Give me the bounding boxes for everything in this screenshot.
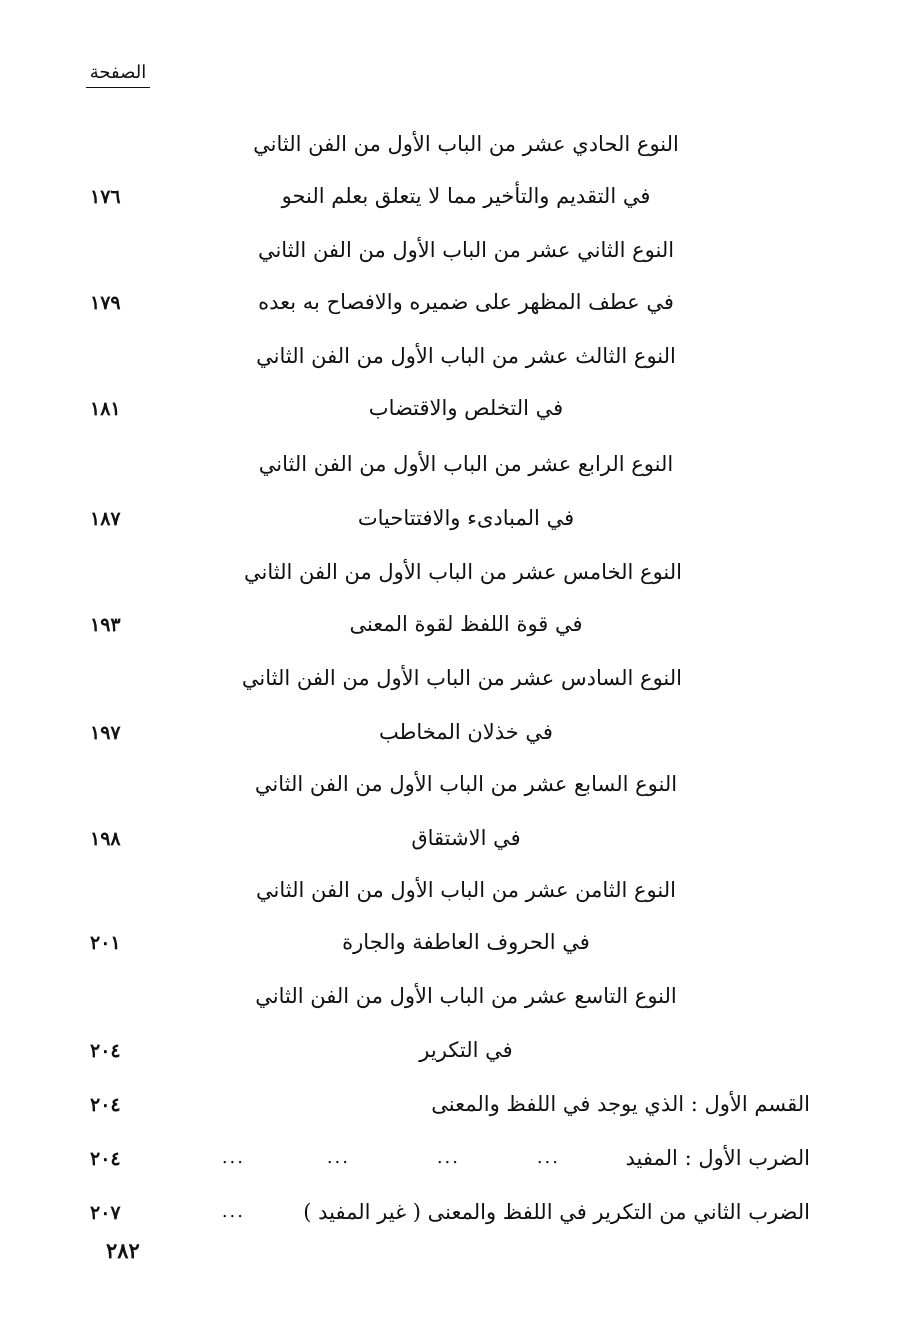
toc-entry-subtitle	[90, 704, 810, 750]
toc-entry-subtitle	[90, 380, 810, 426]
section-page-number: ٢٠٤	[90, 1148, 121, 1170]
leader-dots: ...	[536, 1147, 560, 1168]
entry-title: النوع الرابع عشر من الباب الأول من الفن الثاني	[258, 452, 674, 476]
toc-entry-subtitle	[90, 168, 810, 214]
section-page-number: ٢٠٤	[90, 1094, 121, 1116]
footer-page-number: ٢٨٢	[106, 1238, 140, 1263]
toc-entry-title	[90, 756, 810, 802]
entry-subtitle: في الحروف العاطفة والجارة	[342, 930, 590, 954]
toc-entry-subtitle	[90, 1022, 810, 1068]
entry-page-number: ١٨١	[90, 398, 121, 420]
leader-dots: ...	[221, 1147, 245, 1168]
toc-entry-title	[90, 862, 810, 908]
entry-subtitle: في التخلص والاقتضاب	[368, 396, 564, 420]
toc-entry-title	[90, 328, 810, 374]
leader-dots: ...	[436, 1147, 460, 1168]
entry-subtitle: في خذلان المخاطب	[379, 720, 553, 744]
entry-title: النوع الثالث عشر من الباب الأول من الفن الثاني	[256, 344, 676, 368]
entry-title: النوع الثاني عشر من الباب الأول من الفن الثاني	[257, 238, 675, 262]
entry-page-number: ١٩٧	[90, 722, 121, 744]
entry-page-number: ١٧٦	[90, 186, 121, 208]
entry-subtitle: في الاشتقاق	[411, 826, 521, 850]
toc-entry-subtitle	[90, 596, 810, 642]
toc-entry-subtitle	[90, 490, 810, 536]
section-text: الضرب الأول : المفيد	[625, 1146, 810, 1170]
entry-title: النوع التاسع عشر من الباب الأول من الفن الثاني	[255, 984, 677, 1008]
entry-title: النوع الحادي عشر من الباب الأول من الفن الثاني	[253, 132, 679, 156]
leader-dots: ...	[326, 1147, 350, 1168]
entry-page-number: ٢٠٤	[90, 1040, 121, 1062]
entry-page-number: ١٩٣	[90, 614, 121, 636]
page-column-label: الصفحة	[86, 62, 150, 88]
toc-entry-title	[90, 968, 810, 1014]
entry-page-number: ٢٠١	[90, 932, 121, 954]
toc-entry-title	[90, 544, 810, 590]
section-page-number: ٢٠٧	[90, 1202, 121, 1224]
leader-dots: ...	[221, 1201, 245, 1222]
toc-entry-subtitle	[90, 810, 810, 856]
entry-subtitle: في عطف المظهر على ضميره والافصاح به بعده	[258, 290, 674, 314]
entry-page-number: ١٧٩	[90, 292, 121, 314]
toc-entry-title	[90, 650, 810, 696]
entry-subtitle: في التكرير	[419, 1038, 513, 1062]
toc-section-entry	[90, 1130, 810, 1176]
entry-page-number: ١٩٨	[90, 828, 121, 850]
section-text: الضرب الثاني من التكرير في اللفظ والمعنى ( غير المفيد )	[303, 1200, 810, 1224]
toc-entry-title	[90, 116, 810, 162]
section-text: القسم الأول : الذي يوجد في اللفظ والمعنى	[431, 1092, 810, 1116]
entry-subtitle: في قوة اللفظ لقوة المعنى	[349, 612, 583, 636]
toc-entry-subtitle	[90, 274, 810, 320]
toc-section-entry	[90, 1076, 810, 1122]
toc-section-entry	[90, 1184, 810, 1230]
entry-page-number: ١٨٧	[90, 508, 121, 530]
toc-entry-title	[90, 436, 810, 482]
entry-title: النوع الثامن عشر من الباب الأول من الفن الثاني	[256, 878, 676, 902]
toc-entry-subtitle	[90, 914, 810, 960]
entry-title: النوع السادس عشر من الباب الأول من الفن الثاني	[241, 666, 682, 690]
toc-entry-title	[90, 222, 810, 268]
entry-title: النوع الخامس عشر من الباب الأول من الفن الثاني	[244, 560, 682, 584]
entry-subtitle: في المبادىء والافتتاحيات	[357, 506, 575, 530]
entry-subtitle: في التقديم والتأخير مما لا يتعلق بعلم النحو	[281, 184, 651, 208]
entry-title: النوع السابع عشر من الباب الأول من الفن الثاني	[254, 772, 678, 796]
